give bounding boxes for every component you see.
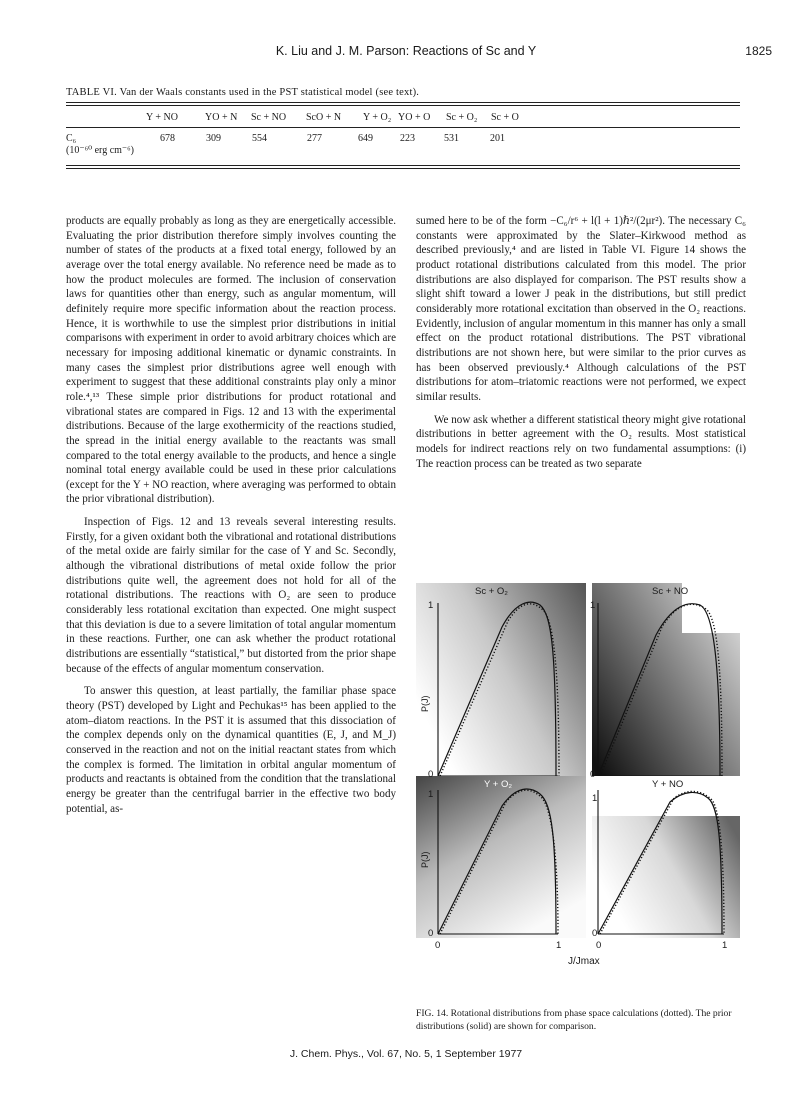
- journal-footer: J. Chem. Phys., Vol. 67, No. 5, 1 September 1977: [289, 1048, 523, 1060]
- table-cell: 223: [400, 133, 415, 144]
- panel-title: Sc + O₂: [475, 586, 508, 597]
- table-header-cell: Sc + NO: [251, 112, 287, 123]
- table-header-rule: [66, 127, 740, 128]
- x-tick-1: 1: [556, 940, 562, 951]
- table-caption-label: TABLE VI.: [66, 87, 117, 98]
- left-column: [66, 214, 396, 824]
- table-cell: 531: [444, 133, 459, 144]
- running-header: K. Liu and J. M. Parson: Reactions of Sc and Y: [275, 44, 537, 58]
- plot-panel-sc-o2: [416, 583, 586, 778]
- paragraph: Inspection of Figs. 12 and 13 reveals several interesting results. Firstly, for a given oxidant both the vibrational and rotational distributions of the metal oxide are fairly similar for the case of Y and Sc. Secondly, although the vibrational distributions of metal oxide follow the prior distributions quite well, the agreement does not hold for all of the rotational distributions. The reactions with O₂ are seen to produce considerably less rotational excitation than expected. One might suspect that this deviation is due to a severe limitation of total angular momentum in these reactions. Further, one can ask whether the product rotational distributions are essentially “statistical,” but distorted from the prior shape because of the effects of angular momentum conservation.: [66, 516, 396, 675]
- y-axis-label: P(J): [420, 695, 430, 712]
- x-tick-0: 0: [596, 940, 602, 951]
- plot-y-no-svg: [592, 776, 740, 938]
- table-header-cell: ScO + N: [306, 112, 342, 123]
- y-axis-label: P(J): [420, 851, 430, 868]
- table-header-cell: YO + N: [205, 112, 238, 123]
- plot-panel-sc-no: [592, 583, 740, 778]
- table-header-cell: Sc + O₂: [446, 112, 478, 123]
- table-cell: 678: [160, 133, 175, 144]
- y-tick-0: 0: [590, 769, 596, 780]
- y-tick-0: 0: [428, 769, 434, 780]
- table-cell: 649: [358, 133, 373, 144]
- table-top-rule: [66, 102, 740, 103]
- table-row-label: [66, 133, 134, 157]
- right-column: [416, 214, 746, 479]
- x-tick-0: 0: [435, 940, 441, 951]
- panel-title: Y + O₂: [484, 779, 513, 790]
- y-tick-1: 1: [428, 789, 434, 800]
- table-bottom-rule-2: [66, 168, 740, 169]
- plot-panel-y-no: [592, 776, 740, 938]
- panel-shading: [416, 583, 586, 778]
- panel-title: Sc + NO: [652, 586, 689, 597]
- plot-sc-no-svg: [592, 583, 740, 778]
- c6-symbol: C₆: [66, 133, 77, 144]
- panel-title: Y + NO: [652, 779, 684, 790]
- paragraph: products are equally probably as long as they are energetically accessible. Evaluating the prior distribution therefore simply involves counting the number of states of the products at a fixed total energy, followed by an average over the total energy available. No reference need be made as to how the product molecules are formed. The inclusion of conservation laws for quantities other than energy, such as angular momentum, will definitely require more specific information about the reaction process. Hence, it is worthwhile to use the simplest prior distributions in initial comparisons with experiment in order to avoid arbitrary choices which are necessary for imposing additional kinematic or dynamic constraints. In many cases the simplest prior distributions agree well enough with experiment to suggest that these additional constraints play only a minor role.⁴,¹³ These simple prior distributions for product rotational and vibrational states are compared in Figs. 12 and 13 with the experimental distributions. Because of the large exothermicity of the reactions studied, the spread in the initial energy available to the reactants was small compared to the total energy available to the products, and hence a single nominal total energy available could be used in these prior calculations (except for the Y + NO reaction, where averaging was performed to obtain the prior vibrational distribution).: [66, 215, 396, 506]
- paragraph: We now ask whether a different statistical theory might give rotational distributions in better agreement with the O₂ results. Most statistical models for indirect reactions rely on two fundamental assumptions: (i) The reaction process can be treated as two separate: [416, 413, 746, 470]
- figure-caption: FIG. 14. Rotational distributions from phase space calculations (dotted). The prior distributions (solid) are shown for comparison.: [416, 1008, 732, 1032]
- plot-panel-y-o2: [416, 776, 586, 938]
- table-cell: 277: [307, 133, 322, 144]
- paragraph: To answer this question, at least partially, the familiar phase space theory (PST) developed by Light and Pechukas¹⁵ has been applied to the atom–diatom reactions. In the PST it is assumed that this dissociation of the complex depends only on the dynamical quantities (E, J, and M_J) conserved in the reaction and not on the initial reactant states from which the complex is formed. The limitation in orbital angular momentum of products and reactants is obtained from the condition that the translational energy be greater than the centrifugal barrier in the effective two body potential, as-: [66, 685, 396, 815]
- plot-y-o2-svg: [416, 776, 586, 938]
- table-cell: 201: [490, 133, 505, 144]
- table-header-cell: Y + O₂: [363, 112, 392, 123]
- table-header-cell: YO + O: [398, 112, 431, 123]
- table-top-rule-2: [66, 105, 740, 106]
- table-header-cell: Sc + O: [491, 112, 519, 123]
- c6-units: (10⁻⁶⁰ erg cm⁻⁶): [66, 145, 135, 156]
- paragraph: sumed here to be of the form −C₆/r⁶ + l(l + 1)ℏ²/(2μr²). The necessary C₆ constants were approximated by the Slater–Kirkwood method as described previously,⁴ and are listed in Table VI. Figure 14 shows the product rotational distributions calculated from this model. The prior distributions are also displayed for comparison. The PST results show a slight shift toward a lower J peak in the distributions, but still predict considerably more rotational excitation than observed in the O₂ reactions. Evidently, inclusion of angular momentum in this manner has only a small effect on the product rotational distributions. The PST vibrational distributions are not shown here, but were similar to the prior curves as has been observed previously.⁴ Although calculations of the PST distributions for atom–triatomic reactions were not performed, we expect similar results.: [416, 215, 746, 403]
- x-tick-1: 1: [722, 940, 728, 951]
- page-number: 1825: [745, 44, 772, 58]
- plot-sc-o2-svg: [416, 583, 586, 778]
- y-tick-0: 0: [592, 928, 598, 939]
- panel-shading: [416, 776, 586, 938]
- table-cell: 309: [206, 133, 221, 144]
- table-caption: [66, 87, 419, 98]
- y-tick-1: 1: [428, 600, 434, 611]
- y-tick-1: 1: [592, 793, 598, 804]
- y-tick-1: 1: [590, 600, 596, 611]
- table-caption-text: Van der Waals constants used in the PST statistical model (see text).: [119, 87, 420, 98]
- y-tick-0: 0: [428, 928, 434, 939]
- table-bottom-rule: [66, 165, 740, 166]
- table-cell: 554: [252, 133, 267, 144]
- x-axis-label: J/Jmax: [568, 956, 600, 967]
- table-header-cell: Y + NO: [146, 112, 178, 123]
